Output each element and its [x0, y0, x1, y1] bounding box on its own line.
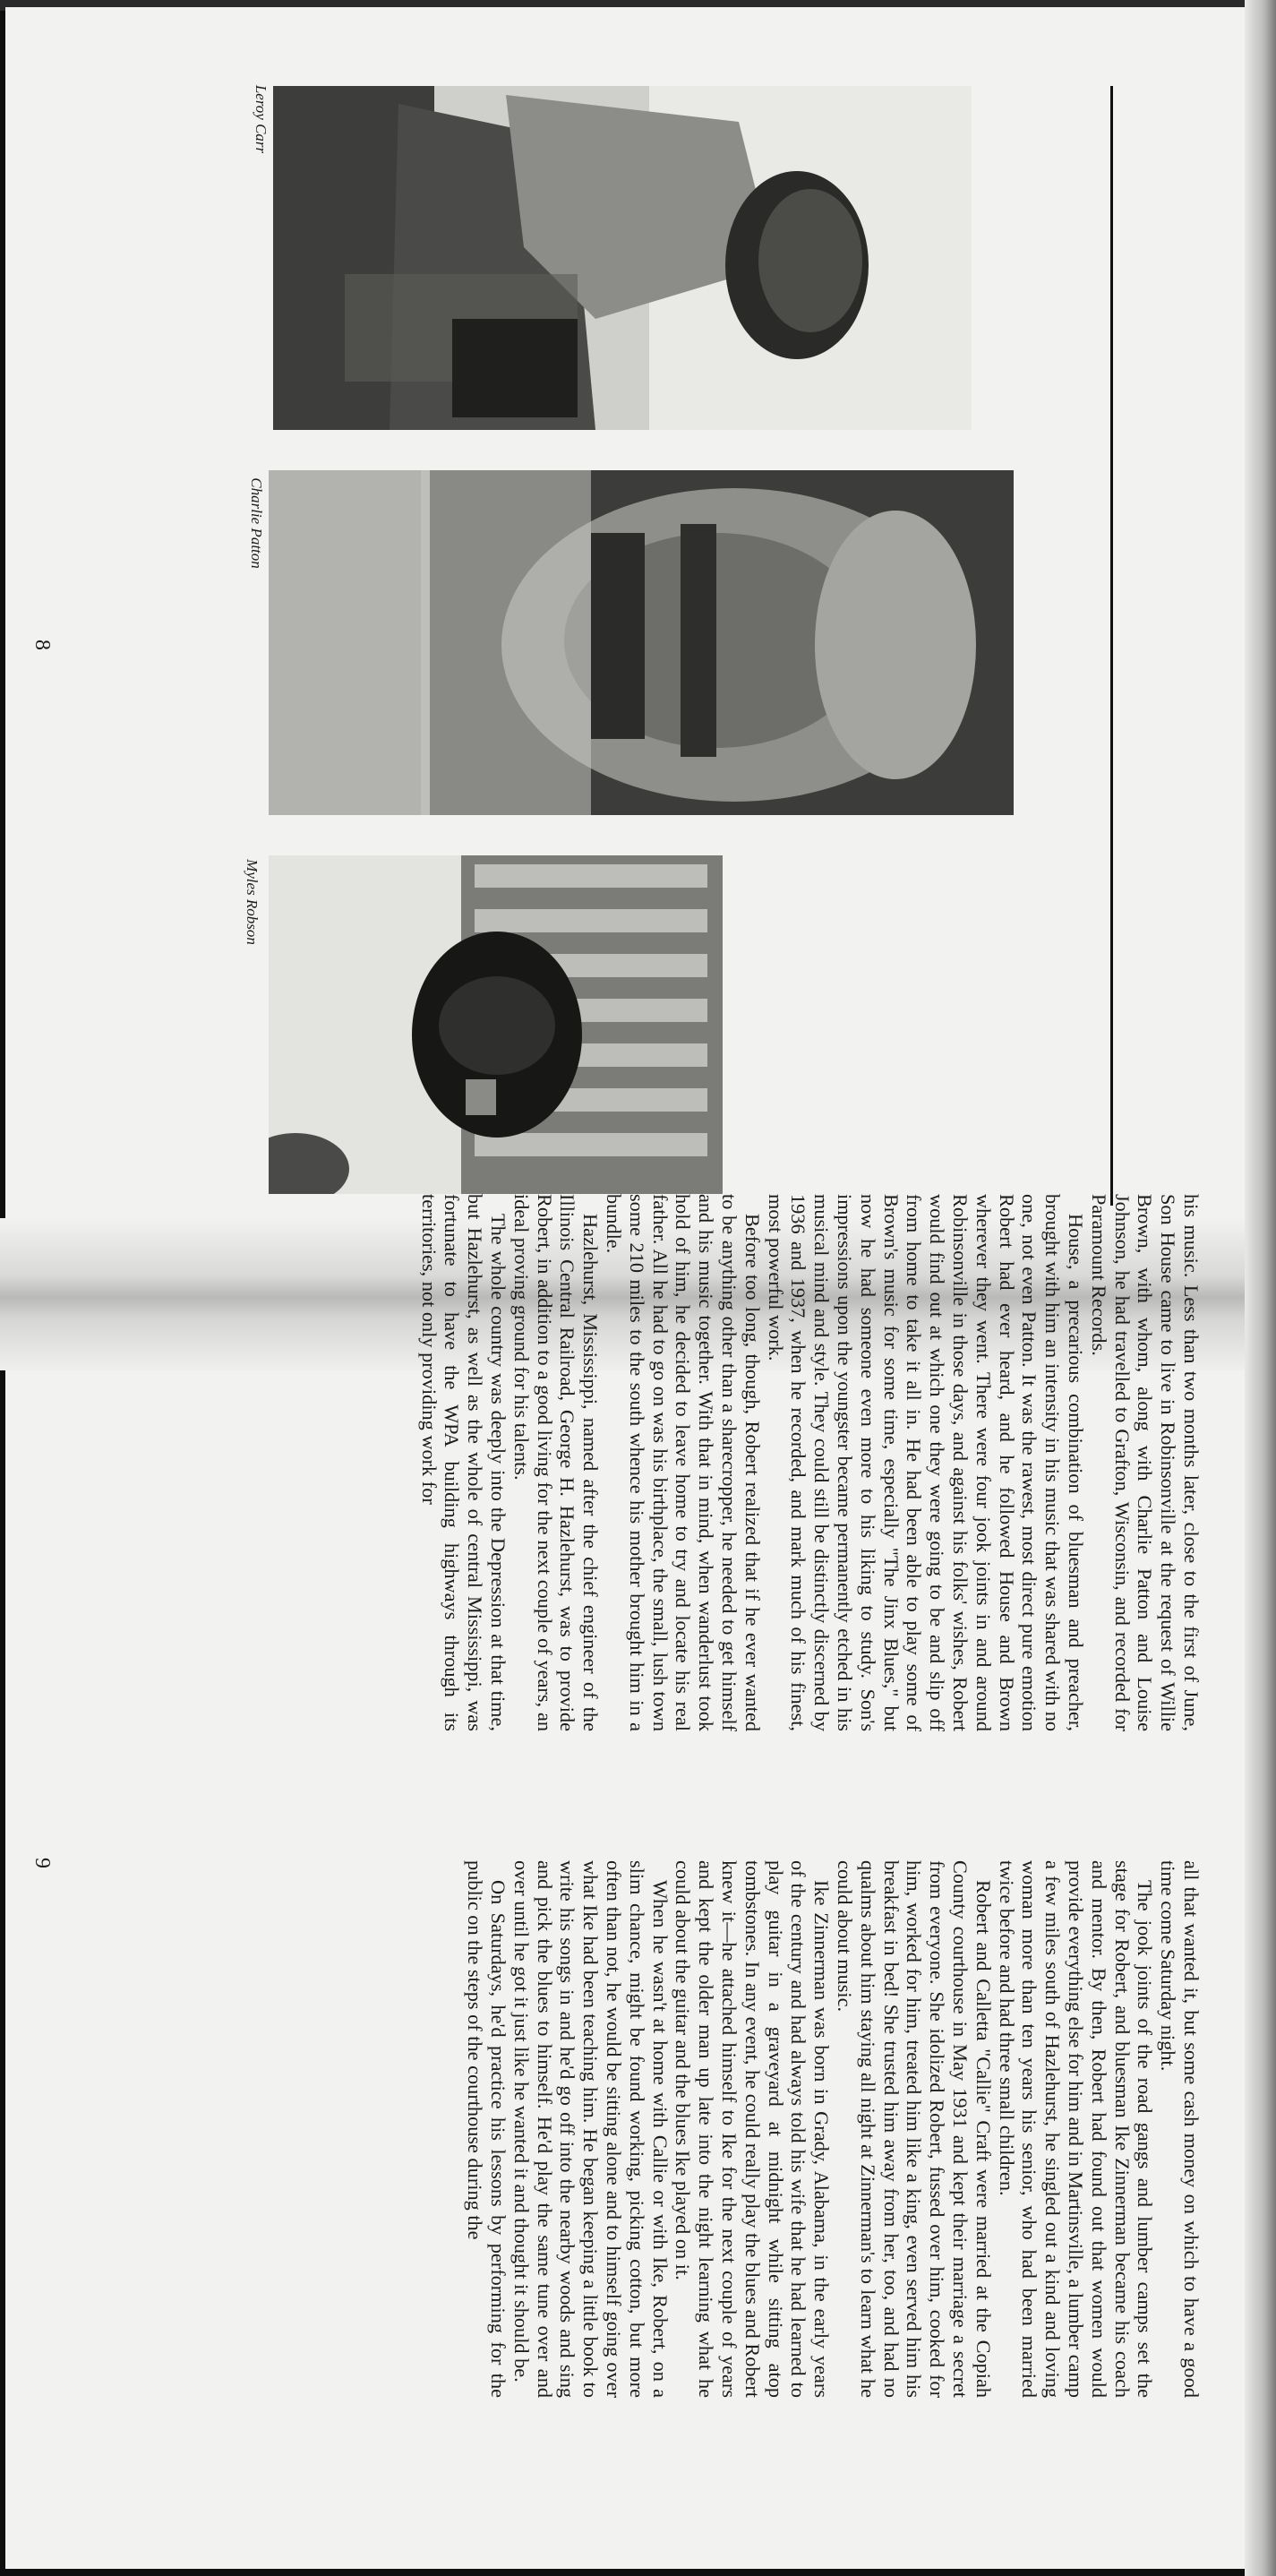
paragraph: Robert and Calletta "Callie" Craft were married at the Copiah County courthouse in May 1931 and kept their marriage a secret from everyone. She idolized Robert, fussed over him, cooked for him, worked for him, treated him like a king, even served him his breakfast in bed! She trusted him away from her, too, and had no qualms about him staying all night at Zinnerman's to learn what he could about music. — [834, 1860, 995, 2398]
page-number-right: 9 — [30, 1858, 54, 1868]
page-number-left: 8 — [30, 640, 54, 650]
paragraph: The jook joints of the road gangs and lumber camps set the stage for Robert, and bluesman Ike Zinnerman became his coach and mentor. By then, Robert had found out that women would provide everything else for him and in Martinsville, a lumber camp a few miles south of Hazlehurst, he singled out a kind and loving woman more than ten years his senior, who had been married twice before and had three small children. — [995, 1860, 1157, 2398]
paragraph: The whole country was deeply into the Depression at that time, but Hazlehurst, as well as the whole of central Mississippi, was fortunate to have the WPA building highways through its territories, not only providing work for — [417, 1194, 510, 1731]
leroy-carr-image — [273, 86, 972, 430]
caption-charlie-patton: Charlie Patton — [248, 477, 265, 569]
myles-robson-image — [269, 855, 723, 1194]
paragraph: When he wasn't at home with Callie or with Ike, Robert, on a slim chance, might be found working, picking cotton, but more often than not, he would be sitting alone and to himself going over what Ike had been teaching him. He began keeping a little book to write his songs in and he'd go off into the nearby woods and sing and pick the blues to himself. He'd play the same tune over and over until he got it just like he wanted it and thought it should be. — [510, 1860, 672, 2398]
charlie-patton-image — [269, 470, 1014, 815]
paragraph: all that wanted it, but some cash money on which to have a good time come Saturday night. — [1157, 1860, 1203, 2398]
photo-rule — [1110, 86, 1113, 1206]
photo-leroy-carr — [273, 86, 972, 430]
text-column-2 — [464, 1860, 1203, 2399]
paragraph: Before too long, though, Robert realized that if he ever wanted to be anything other than a sharecropper, he needed to get himself and his music together. With that in mind, when wanderlust took hold of him, he decided to leave home to try and locate his real father. All he had to go on was his birthplace, the small, lush town some 210 miles to the south whence his mother brought him in a bundle. — [603, 1194, 764, 1731]
photo-myles-robson — [269, 855, 723, 1194]
caption-myles-robson: Myles Robson — [244, 859, 261, 945]
paragraph: Hazlehurst, Mississippi, named after the chief engineer of the Illinois Central Railroad, George H. Hazlehurst, was to provide Robert, in addition to a good living for the next couple of years, an ideal proving ground for his talents. — [510, 1194, 603, 1731]
paragraph: House, a precarious combination of bluesman and preacher, brought with him an intensity in his music that was shared with no one, not even Patton. It was the rawest, most direct pure emotion Robert had ever heard, and he followed House and Brown wherever they went. There were four jook joints in and around Robinsonville in those days, and against his folks' wishes, Robert would find out at which one they were going to be and slip off from home to take it all in. He had been able to play some of Brown's music for some time, especially "The Jinx Blues," but now he had someone even more to his liking to study. Son's impressions upon the youngster became permanently etched in his musical mind and style. They could still be distinctly discerned by 1936 and 1937, when he recorded, and mark much of his finest, most powerful work. — [764, 1194, 1088, 1731]
photo-charlie-patton — [269, 470, 1014, 815]
caption-leroy-carr: Leroy Carr — [253, 84, 270, 154]
page-edge — [1245, 0, 1276, 2576]
paragraph: On Saturdays, he'd practice his lessons by performing for the public on the steps of the courthouse during the — [464, 1860, 510, 2398]
paragraph: his music. Less than two months later, close to the first of June, Son House came to live in Robinsonville at the request of Willie Brown, with whom, along with Charlie Patton and Louise Johnson, he had travelled to Grafton, Wisconsin, and recorded for Paramount Records. — [1087, 1194, 1203, 1731]
text-column-1 — [417, 1194, 1203, 1731]
paragraph: Ike Zinnerman was born in Grady, Alabama, in the early years of the century and had always told his wife that he had learned to play guitar in a graveyard at midnight while sitting atop tombstones. In any event, he could really play the blues and Robert knew it—he attached himself to Ike for the next couple of years and kept the older man up late into the night learning what he could about the guitar and the blues Ike played on it. — [672, 1860, 834, 2399]
